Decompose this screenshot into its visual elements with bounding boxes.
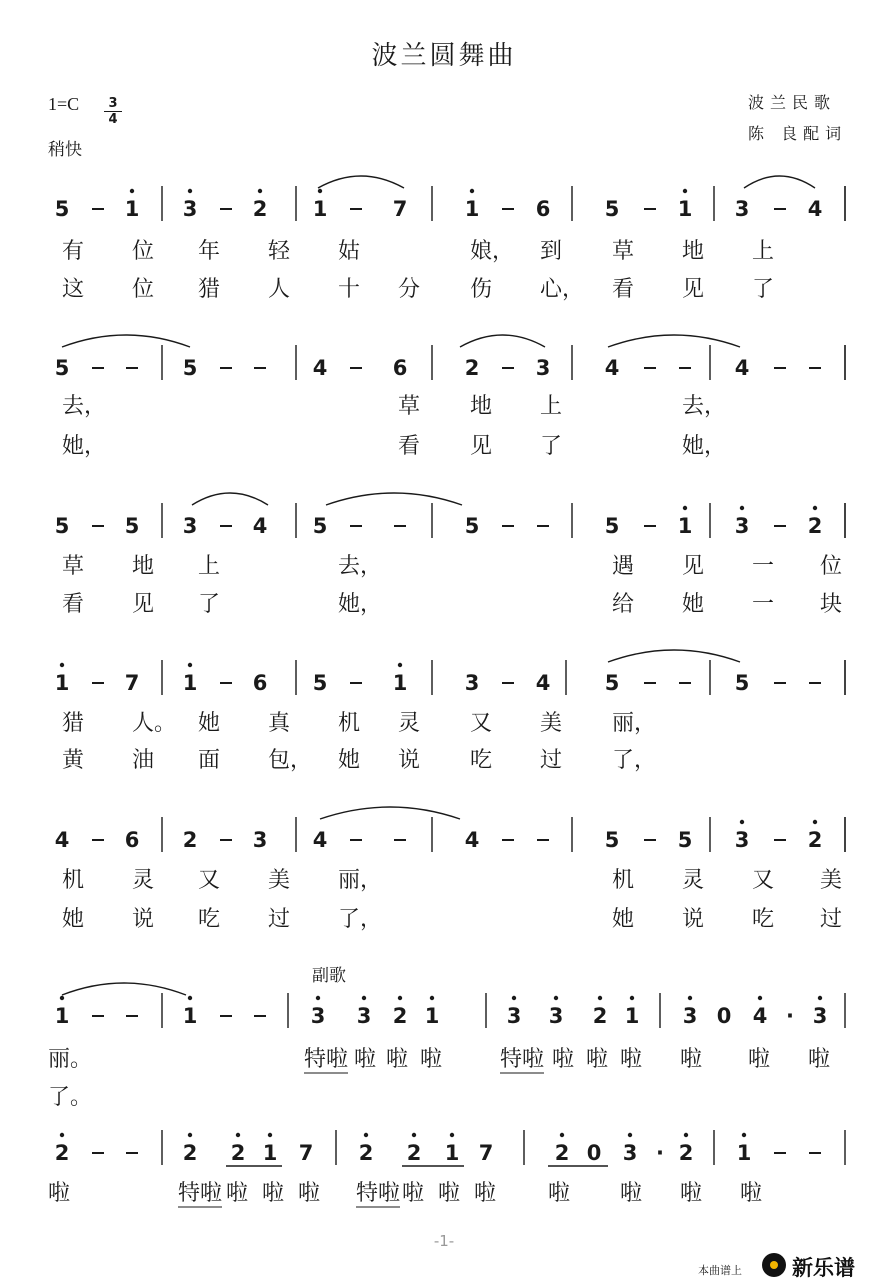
lyric-syllable: 这 <box>62 277 85 302</box>
lyric-syllable: 了， <box>338 907 383 932</box>
lyric-syllable: 给 <box>612 592 635 617</box>
lyric-syllable: 啦 <box>354 1047 377 1072</box>
lyric-syllable: 啦 <box>620 1181 643 1206</box>
note-digit: 3 <box>356 1004 372 1028</box>
note-digit: 3 <box>548 1004 564 1028</box>
note-digit: 1 <box>262 1141 278 1165</box>
lyric-syllable: 她， <box>338 592 383 617</box>
octave-dot-high <box>60 996 64 1000</box>
octave-dot-high <box>430 996 434 1000</box>
note-digit: 1 <box>182 671 198 695</box>
lyric-syllable: 见 <box>682 554 705 579</box>
note-digit: · <box>786 1004 794 1028</box>
lyric-syllable: 啦 <box>620 1047 643 1072</box>
lyric-syllable: 美 <box>820 868 843 893</box>
lyric-syllable: 丽， <box>338 868 383 893</box>
lyric-syllable: 说 <box>682 907 705 932</box>
note-digit: 3 <box>734 514 750 538</box>
lyric-syllable: 见 <box>682 277 705 302</box>
lyric-syllable: 啦 <box>474 1181 497 1206</box>
lyric-syllable: 看 <box>398 434 421 459</box>
note-digit: 3 <box>622 1141 638 1165</box>
note-digit: 3 <box>182 514 198 538</box>
time-signature-numerator: 3 <box>104 96 122 112</box>
note-digit: 5 <box>312 671 328 695</box>
slur <box>608 335 740 347</box>
octave-dot-high <box>60 663 64 667</box>
note-digit: 2 <box>807 828 823 852</box>
octave-dot-high <box>684 1133 688 1137</box>
octave-dot-high <box>813 506 817 510</box>
octave-dot-high <box>630 996 634 1000</box>
octave-dot-high <box>188 663 192 667</box>
lyric-syllable: 灵 <box>132 868 155 893</box>
octave-dot-high <box>758 996 762 1000</box>
note-digit: 5 <box>604 671 620 695</box>
lyric-syllable: 娘， <box>470 239 515 264</box>
lyric-syllable: 特啦 <box>304 1047 349 1072</box>
lyric-syllable: 位 <box>820 554 843 579</box>
note-digit: 1 <box>392 671 408 695</box>
lyric-syllable: 机 <box>62 868 85 893</box>
lyric-syllable: 地 <box>470 394 493 419</box>
lyric-syllable: 有 <box>62 239 85 264</box>
note-digit: 3 <box>182 197 198 221</box>
lyric-syllable: 啦 <box>438 1181 461 1206</box>
octave-dot-high <box>398 663 402 667</box>
slur <box>62 983 186 995</box>
lyric-syllable: 伤 <box>470 277 493 302</box>
lyric-syllable: 了。 <box>48 1085 93 1110</box>
lyric-syllable: 又 <box>470 711 493 736</box>
lyric-syllable: 遇 <box>612 554 635 579</box>
octave-dot-high <box>512 996 516 1000</box>
octave-dot-high <box>598 996 602 1000</box>
lyric-syllable: 上 <box>198 554 221 579</box>
footer-branding <box>698 1252 884 1282</box>
note-digit: 5 <box>604 197 620 221</box>
lyric-syllable: 啦 <box>402 1181 425 1206</box>
note-digit: 2 <box>230 1141 246 1165</box>
lyric-syllable: 黄 <box>62 748 85 773</box>
note-digit: 3 <box>252 828 268 852</box>
lyric-syllable: 啦 <box>680 1181 703 1206</box>
note-digit: 0 <box>586 1141 602 1165</box>
note-digit: 5 <box>54 514 70 538</box>
lyric-syllable: 灵 <box>682 868 705 893</box>
octave-dot-high <box>683 506 687 510</box>
note-digit: 3 <box>506 1004 522 1028</box>
octave-dot-high <box>740 506 744 510</box>
note-digit: 3 <box>310 1004 326 1028</box>
lyric-syllable: 过 <box>540 748 563 773</box>
note-digit: 3 <box>464 671 480 695</box>
lyric-syllable: 草 <box>612 239 635 264</box>
note-digit: 3 <box>682 1004 698 1028</box>
note-digit: 1 <box>677 197 693 221</box>
note-digit: 5 <box>604 514 620 538</box>
lyric-syllable: 她 <box>612 907 635 932</box>
note-digit: 1 <box>464 197 480 221</box>
lyric-syllable: 啦 <box>226 1181 249 1206</box>
slur <box>320 807 460 819</box>
lyric-syllable: 上 <box>752 239 775 264</box>
note-digit: 3 <box>812 1004 828 1028</box>
lyric-syllable: 丽， <box>612 711 657 736</box>
slur <box>62 335 190 347</box>
lyric-syllable: 了 <box>540 434 563 459</box>
lyric-syllable: 她 <box>682 592 705 617</box>
lyric-syllable: 年 <box>198 239 221 264</box>
lyric-syllable: 啦 <box>740 1181 763 1206</box>
lyric-syllable: 说 <box>132 907 155 932</box>
lyric-syllable: 了 <box>198 592 221 617</box>
tempo-marking: 稍快 <box>48 140 82 160</box>
octave-dot-high <box>818 996 822 1000</box>
lyric-syllable: 又 <box>198 868 221 893</box>
octave-dot-high <box>450 1133 454 1137</box>
note-digit: 1 <box>444 1141 460 1165</box>
note-digit: 6 <box>124 828 140 852</box>
lyric-syllable: 了， <box>612 748 657 773</box>
note-digit: 2 <box>54 1141 70 1165</box>
lyric-syllable: 面 <box>198 748 221 773</box>
lyric-syllable: 啦 <box>748 1047 771 1072</box>
lyric-syllable: 分 <box>398 277 421 302</box>
octave-dot-high <box>362 996 366 1000</box>
lyric-syllable: 啦 <box>420 1047 443 1072</box>
note-digit: 5 <box>677 828 693 852</box>
note-digit: 1 <box>312 197 328 221</box>
note-digit: 4 <box>752 1004 768 1028</box>
lyric-syllable: 去， <box>682 394 727 419</box>
octave-dot-high <box>258 189 262 193</box>
note-digit: 7 <box>392 197 408 221</box>
note-digit: 5 <box>734 671 750 695</box>
lyric-syllable: 草 <box>398 394 421 419</box>
lyric-syllable: 块 <box>820 592 843 617</box>
slur <box>460 335 545 347</box>
octave-dot-high <box>236 1133 240 1137</box>
octave-dot-high <box>316 996 320 1000</box>
note-digit: 2 <box>392 1004 408 1028</box>
note-digit: 1 <box>677 514 693 538</box>
lyric-syllable: 她 <box>62 907 85 932</box>
lyric-syllable: 看 <box>612 277 635 302</box>
note-digit: 4 <box>734 356 750 380</box>
lyric-syllable: 包， <box>268 748 313 773</box>
octave-dot-high <box>268 1133 272 1137</box>
section-label: 副歌 <box>312 966 346 986</box>
lyric-syllable: 一 <box>752 592 775 617</box>
octave-dot-high <box>628 1133 632 1137</box>
note-digit: 1 <box>54 1004 70 1028</box>
lyric-syllable: 吃 <box>752 907 775 932</box>
lyric-syllable: 美 <box>268 868 291 893</box>
lyric-syllable: 吃 <box>470 748 493 773</box>
lyric-syllable: 位 <box>132 277 155 302</box>
lyric-syllable: 丽。 <box>48 1047 93 1072</box>
lyricist-credit: 陈 良配词 <box>748 124 848 143</box>
octave-dot-high <box>683 189 687 193</box>
note-digit: 2 <box>592 1004 608 1028</box>
time-signature-denominator: 4 <box>108 112 118 127</box>
note-digit: 1 <box>736 1141 752 1165</box>
note-digit: 0 <box>716 1004 732 1028</box>
note-digit: 4 <box>252 514 268 538</box>
note-digit: 3 <box>734 197 750 221</box>
octave-dot-high <box>412 1133 416 1137</box>
note-digit: 7 <box>478 1141 494 1165</box>
lyric-syllable: 草 <box>62 554 85 579</box>
note-digit: 3 <box>734 828 750 852</box>
octave-dot-high <box>688 996 692 1000</box>
origin-credit: 波兰民歌 <box>748 93 837 112</box>
note-digit: 1 <box>54 671 70 695</box>
note-digit: 6 <box>535 197 551 221</box>
note-digit: 4 <box>312 356 328 380</box>
record-disc-icon <box>762 1253 786 1277</box>
lyric-syllable: 又 <box>752 868 775 893</box>
note-digit: 2 <box>358 1141 374 1165</box>
lyric-syllable: 她， <box>682 434 727 459</box>
note-digit: 1 <box>624 1004 640 1028</box>
lyric-syllable: 说 <box>398 748 421 773</box>
lyric-syllable: 上 <box>540 394 563 419</box>
note-digit: 2 <box>678 1141 694 1165</box>
octave-dot-high <box>554 996 558 1000</box>
octave-dot-high <box>130 189 134 193</box>
note-digit: 1 <box>124 197 140 221</box>
slur <box>608 650 740 662</box>
lyric-syllable: 过 <box>820 907 843 932</box>
note-digit: 5 <box>604 828 620 852</box>
octave-dot-high <box>188 189 192 193</box>
note-digit: 5 <box>54 197 70 221</box>
footer-prefix: 本曲谱上 <box>698 1264 742 1277</box>
lyric-syllable: 真 <box>268 711 291 736</box>
note-digit: 1 <box>424 1004 440 1028</box>
lyric-syllable: 见 <box>132 592 155 617</box>
lyric-syllable: 人 <box>268 277 291 302</box>
note-digit: 7 <box>298 1141 314 1165</box>
octave-dot-high <box>742 1133 746 1137</box>
lyric-syllable: 机 <box>612 868 635 893</box>
lyric-syllable: 啦 <box>808 1047 831 1072</box>
lyric-syllable: 特啦 <box>356 1181 401 1206</box>
lyric-syllable: 油 <box>132 748 155 773</box>
song-title: 波兰圆舞曲 <box>371 41 517 71</box>
octave-dot-high <box>318 189 322 193</box>
octave-dot-high <box>60 1133 64 1137</box>
slur <box>326 493 462 505</box>
lyric-syllable: 美 <box>540 711 563 736</box>
note-digit: 1 <box>182 1004 198 1028</box>
lyric-syllable: 啦 <box>298 1181 321 1206</box>
lyric-syllable: 猎 <box>62 711 85 736</box>
note-digit: 5 <box>54 356 70 380</box>
note-digit: 6 <box>252 671 268 695</box>
octave-dot-high <box>470 189 474 193</box>
lyric-syllable: 机 <box>338 711 361 736</box>
page-number: -1- <box>433 1232 455 1250</box>
note-digit: 5 <box>464 514 480 538</box>
lyric-syllable: 去， <box>338 554 383 579</box>
octave-dot-high <box>813 820 817 824</box>
note-digit: 4 <box>54 828 70 852</box>
note-digit: 4 <box>535 671 551 695</box>
lyric-syllable: 啦 <box>552 1047 575 1072</box>
note-digit: 6 <box>392 356 408 380</box>
lyric-syllable: 轻 <box>268 239 291 264</box>
brand-name: 新乐谱 <box>792 1256 855 1280</box>
key-signature: 1=C <box>48 94 80 114</box>
lyric-syllable: 猎 <box>198 277 221 302</box>
note-digit: 5 <box>182 356 198 380</box>
octave-dot-high <box>188 996 192 1000</box>
slur <box>192 493 268 505</box>
lyric-syllable: 过 <box>268 907 291 932</box>
note-digit: 2 <box>464 356 480 380</box>
lyric-syllable: 她 <box>198 711 221 736</box>
lyric-syllable: 地 <box>682 239 705 264</box>
lyric-syllable: 啦 <box>680 1047 703 1072</box>
lyric-syllable: 人。 <box>132 711 177 736</box>
note-digit: 3 <box>535 356 551 380</box>
slur <box>744 176 815 188</box>
lyric-syllable: 了 <box>752 277 775 302</box>
lyric-syllable: 十 <box>338 277 361 302</box>
note-digit: 4 <box>312 828 328 852</box>
note-digit: 2 <box>406 1141 422 1165</box>
octave-dot-high <box>188 1133 192 1137</box>
note-digit: · <box>656 1141 664 1165</box>
octave-dot-high <box>560 1133 564 1137</box>
note-digit: 2 <box>182 1141 198 1165</box>
lyric-syllable: 灵 <box>398 711 421 736</box>
lyric-syllable: 姑 <box>338 239 361 264</box>
octave-dot-high <box>740 820 744 824</box>
lyric-syllable: 地 <box>132 554 155 579</box>
lyric-syllable: 见 <box>470 434 493 459</box>
lyric-syllable: 特啦 <box>178 1181 223 1206</box>
lyric-syllable: 啦 <box>548 1181 571 1206</box>
octave-dot-high <box>364 1133 368 1137</box>
lyric-syllable: 她， <box>62 434 107 459</box>
lyric-syllable: 她 <box>338 748 361 773</box>
octave-dot-high <box>398 996 402 1000</box>
lyric-syllable: 啦 <box>48 1181 71 1206</box>
lyric-syllable: 到 <box>540 239 563 264</box>
note-digit: 2 <box>252 197 268 221</box>
note-digit: 2 <box>807 514 823 538</box>
note-digit: 4 <box>464 828 480 852</box>
note-digit: 5 <box>312 514 328 538</box>
lyric-syllable: 特啦 <box>500 1047 545 1072</box>
lyric-syllable: 去， <box>62 394 107 419</box>
note-digit: 4 <box>604 356 620 380</box>
lyric-syllable: 啦 <box>262 1181 285 1206</box>
lyric-syllable: 看 <box>62 592 85 617</box>
lyric-syllable: 啦 <box>586 1047 609 1072</box>
lyric-syllable: 位 <box>132 239 155 264</box>
lyric-syllable: 一 <box>752 554 775 579</box>
note-digit: 2 <box>182 828 198 852</box>
note-digit: 5 <box>124 514 140 538</box>
note-digit: 7 <box>124 671 140 695</box>
note-digit: 2 <box>554 1141 570 1165</box>
lyric-syllable: 啦 <box>386 1047 409 1072</box>
note-digit: 4 <box>807 197 823 221</box>
slur <box>318 176 404 188</box>
lyric-syllable: 吃 <box>198 907 221 932</box>
lyric-syllable: 心， <box>540 277 585 302</box>
